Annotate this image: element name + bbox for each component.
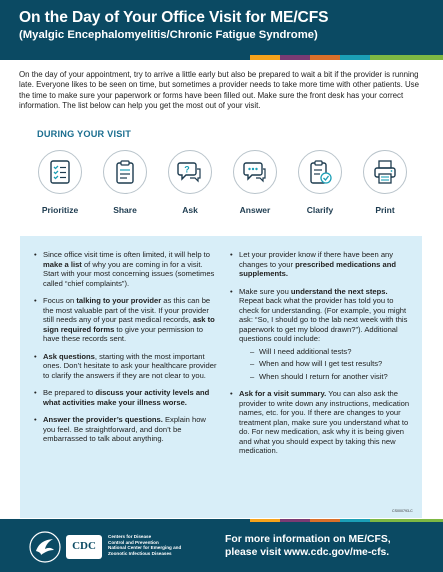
icon-item-prioritize (30, 150, 90, 215)
cdc-logo-icon: CDC (66, 535, 102, 559)
section-title: DURING YOUR VISIT (37, 129, 132, 139)
tip-make-list: • Since office visit time is often limited, it will help to make a list of why you are coming in for a visit. Start with your most concerning issues (sometimes called “chief complaints”). (34, 250, 220, 288)
document-code: CS000793-C (392, 509, 413, 513)
icon-label-print: Print (375, 205, 395, 215)
more-info-text: For more information on ME/CFS, please visit www.cdc.gov/me-cfs. (225, 534, 391, 558)
printer-icon (363, 150, 407, 194)
speech-bubble-dots-icon (233, 150, 277, 194)
clipboard-icon (103, 150, 147, 194)
sub-item: – When should I return for another visit? (239, 372, 414, 382)
color-stripe (0, 55, 443, 60)
page-subtitle: (Myalgic Encephalomyelitis/Chronic Fatigue Syndrome) (19, 29, 318, 41)
intro-paragraph: On the day of your appointment, try to arrive a little early but also be prepared to wait a bit if the provider is running late. Everyone likes to be seen on time, but sometimes a provider needs to take more time with other patients. Use the time to make sure your paperwork or forms have been filled out. Make sure the front desk has your correct information. The list below can help you get the most out of your visit. (19, 70, 419, 111)
tips-column-right (230, 250, 414, 464)
page-title: On the Day of Your Office Visit for ME/CFS (19, 9, 329, 26)
sub-item: – When and how will I get test results? (239, 359, 414, 369)
clipboard-check-icon (298, 150, 342, 194)
icon-item-answer (225, 150, 285, 215)
icon-label-share: Share (113, 205, 137, 215)
tips-box (20, 236, 422, 518)
visit-icons-row (30, 150, 415, 222)
icon-label-prioritize: Prioritize (41, 205, 79, 215)
icon-item-share (95, 150, 155, 215)
svg-text:?: ? (184, 164, 190, 175)
icon-item-print (355, 150, 415, 215)
icon-label-clarify: Clarify (306, 205, 334, 215)
tip-visit-summary: • Ask for a visit summary. You can also ask the provider to write down any instructions, medication names, etc. for you. If there are changes to your treatment plan, make sure you understand what to do. For new medication, ask why it is being given and what you should expect by taking this new medication. (230, 389, 414, 456)
tip-talk-provider: • Focus on talking to your provider as this can be the most valuable part of the visit. If your provider still needs any of your past medical records, ask to sign required forms to give your permission to have these records sent. (34, 296, 220, 344)
tip-activity-levels: • Be prepared to discuss your activity levels and what activities make your illness worse. (34, 388, 220, 407)
icon-item-clarify (290, 150, 350, 215)
tips-column-left (34, 250, 220, 452)
icon-label-answer: Answer (239, 205, 271, 215)
cdc-org-name: Centers for Disease Control and Prevention National Center for Emerging and Zoonotic Infectious Diseases (108, 534, 182, 556)
tip-ask-questions: • Ask questions, starting with the most important ones. Don’t hesitate to ask your healthcare provider to clarify the answers if they are not clear to you. (34, 352, 220, 381)
checklist-icon (38, 150, 82, 194)
tip-medication-changes: • Let your provider know if there have been any changes to your prescribed medications and supplements. (230, 250, 414, 279)
icon-label-ask: Ask (182, 205, 198, 215)
icon-item-ask (160, 150, 220, 215)
page-header (0, 0, 443, 55)
tip-answer-questions: • Answer the provider’s questions. Explain how you feel. Be straightforward, and don’t be embarrassed to talk about anything. (34, 415, 220, 444)
tip-next-steps: • Make sure you understand the next steps. Repeat back what the provider has told you to check for understanding. (For example, you might ask: “So, I should go to the lab next week with this paperwork to get my blood drawn?”). Additional questions could include: – Will I need additional tests? – When and how will I get test results? – When should I return for another visit? (230, 287, 414, 382)
website-link[interactable]: please visit www.cdc.gov/me-cfs. (225, 547, 390, 558)
speech-bubble-question-icon (168, 150, 212, 194)
hhs-eagle-logo-icon (29, 531, 61, 563)
sub-item: – Will I need additional tests? (239, 347, 414, 357)
